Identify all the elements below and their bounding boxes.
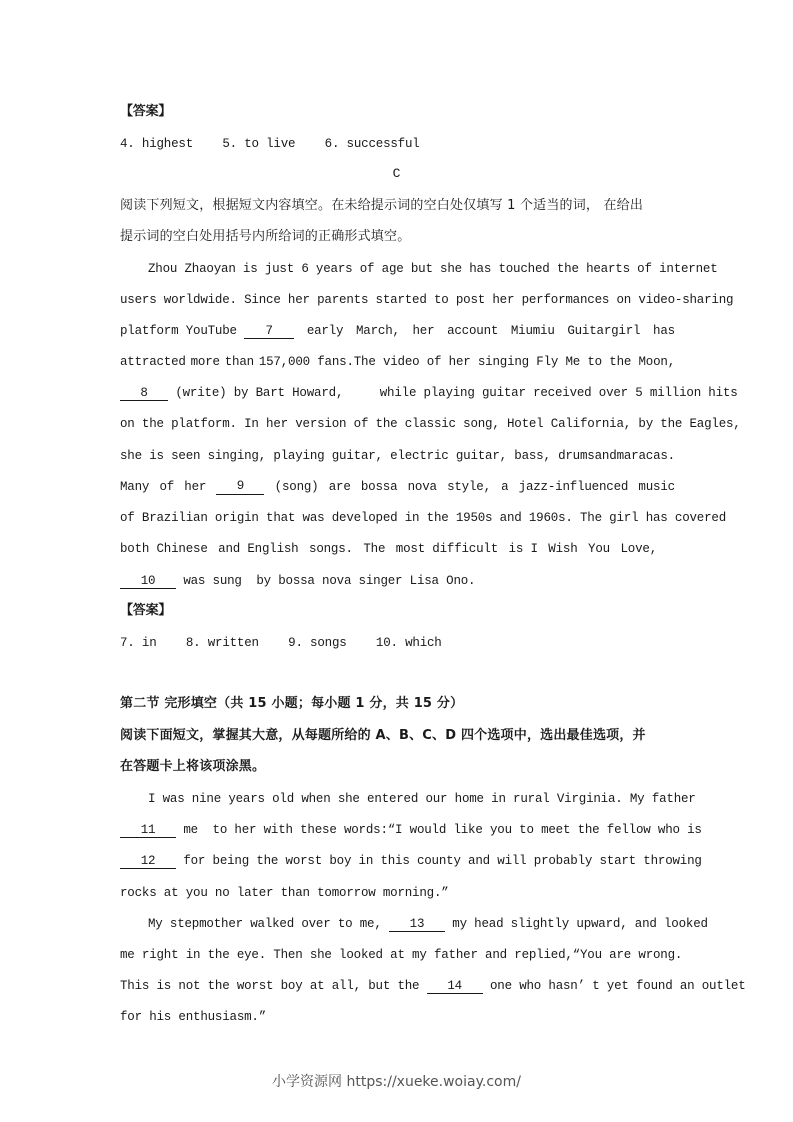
passage-line: rocks at you no later than tomorrow morning.” bbox=[120, 886, 449, 900]
passage-line: for his enthusiasm.” bbox=[120, 1010, 267, 1024]
passage-line: This is not the worst boy at all, but the 14 one who hasn’ t yet found an outlet bbox=[120, 979, 746, 993]
section-label-c: C bbox=[392, 166, 401, 181]
section-c-instruction-1: 阅读下列短文，根据短文内容填空。在未给提示词的空白处仅填写 1 个适当的词， 在给出 bbox=[120, 198, 644, 213]
footer-watermark: 小学资源网 https://xueke.woiay.com/ bbox=[272, 1074, 521, 1090]
passage-line: me right in the eye. Then she looked at my father and replied,“You are wrong. bbox=[120, 948, 683, 962]
answer-item: 8. written bbox=[185, 636, 259, 650]
answer-item: 5. to live bbox=[222, 137, 296, 151]
passage-line: 10 was sung by bossa nova singer Lisa Ono. bbox=[120, 573, 675, 589]
cloze-instruction-1: 阅读下面短文，掌握其大意，从每题所给的 A、B、C、D 四个选项中，选出最佳选项，并 bbox=[120, 728, 646, 743]
passage-line: Zhou Zhaoyan is just 6 years of age but she has touched the hearts of internet bbox=[148, 262, 718, 276]
section-c-instruction-2: 提示词的空白处用括号内所给词的正确形式填空。 bbox=[120, 229, 411, 244]
answer-item: 4. highest bbox=[120, 137, 194, 151]
passage-line: My stepmother walked over to me, 13 my head slightly upward, and looked bbox=[148, 917, 708, 931]
blank-12[interactable]: 12 bbox=[120, 854, 176, 869]
passage-line: of Brazilian origin that was developed in the 1950s and 1960s. The girl has covered bbox=[120, 511, 727, 525]
answer-item: 7. in bbox=[120, 636, 157, 650]
answer-list-4-6 bbox=[120, 136, 675, 152]
section-heading-cloze: 第二节 完形填空（共 15 小题；每小题 1 分，共 15 分） bbox=[120, 696, 464, 711]
answer-item: 10. which bbox=[375, 636, 442, 650]
passage-line: on the platform. In her version of the classic song, Hotel California, by the Eagles, bbox=[120, 417, 741, 431]
blank-8[interactable]: 8 bbox=[120, 386, 168, 401]
passage-line: 8 (write) by Bart Howard, while playing guitar received over 5 million hits bbox=[120, 385, 675, 401]
answer-item: 9. songs bbox=[288, 636, 347, 650]
blank-11[interactable]: 11 bbox=[120, 823, 176, 838]
passage-line: she is seen singing, playing guitar, electric guitar, bass, drums and maracas. bbox=[120, 449, 675, 463]
blank-10[interactable]: 10 bbox=[120, 574, 176, 589]
passage-line: Many of her 9 (song) are bossa nova style, a jazz-influenced music bbox=[120, 479, 675, 494]
passage-line: platform YouTube 7 early March, her account Miumiu Guitargirl has bbox=[120, 324, 675, 338]
blank-13[interactable]: 13 bbox=[389, 917, 445, 932]
passage-line: both Chinese and English songs. The most difficult is I Wish You Love, bbox=[120, 542, 657, 556]
blank-14[interactable]: 14 bbox=[427, 979, 483, 994]
passage-line: users worldwide. Since her parents started to post her performances on video-sharing bbox=[120, 293, 734, 307]
cloze-instruction-2: 在答题卡上将该项涂黑。 bbox=[120, 759, 266, 774]
answer-list-7-10 bbox=[120, 635, 675, 651]
answer-tag: 【答案】 bbox=[120, 603, 172, 618]
blank-9[interactable]: 9 bbox=[216, 479, 264, 495]
passage-line: 12 for being the worst boy in this county and will probably start throwing bbox=[120, 853, 675, 869]
passage-line: 11 me to her with these words:“I would like you to meet the fellow who is bbox=[120, 822, 675, 838]
answer-tag: 【答案】 bbox=[120, 104, 172, 119]
answer-item: 6. successful bbox=[324, 137, 420, 151]
passage-line: I was nine years old when she entered our home in rural Virginia. My father bbox=[148, 792, 696, 806]
passage-line: attracted more than 157,000 fans.The video of her singing Fly Me to the Moon, bbox=[120, 355, 675, 369]
blank-7[interactable]: 7 bbox=[244, 324, 294, 339]
